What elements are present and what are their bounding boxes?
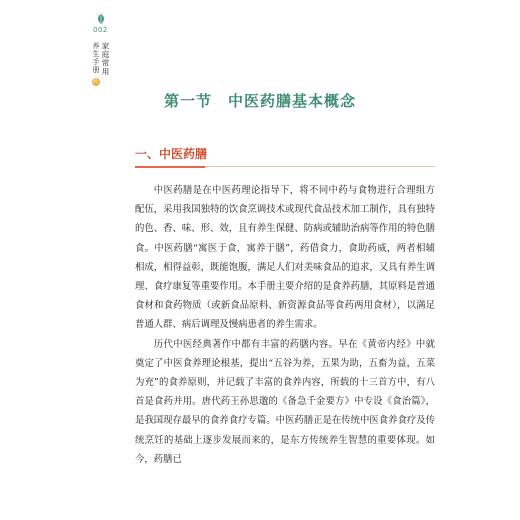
- section-title: 第一节 中医药膳基本概念: [163, 92, 356, 110]
- subsection-divider: [135, 166, 435, 167]
- book-title-col2: 养生手册: [92, 42, 100, 74]
- running-book-title: [92, 42, 110, 94]
- body-text: [135, 181, 435, 469]
- subsection-title: 一、中医药膳: [135, 147, 208, 161]
- book-title-col1: 家庭常用: [101, 42, 110, 76]
- paragraph: 中医药膳是在中医药理论指导下，将不同中药与食物进行合理组方配伍，采用我国独特的饮食烹调技术或现代食品技术加工制作，具有独特的色、香、味、形、效，且有养生保健、防病或辅助治病等作用的特色膳食。中医药膳“寓医于食，寓养于膳”，药借食力，食助药威，两者相辅相成，相得益彰，既能饱腹，满足人们对美味食品的追求，又具有养生调理、食疗康复等重要作用。本手册主要介绍的是食养药膳，其原料是普通食材和食药物质（或新食品原料、新资源食品等食药两用食材），以满足普通人群、病后调理及慢病患者的养生需求。: [135, 185, 436, 331]
- leaf-icon: [95, 13, 107, 25]
- page-number: 002: [93, 26, 108, 34]
- book-title-col2-wrap: [92, 42, 100, 94]
- paragraph: 历代中医经典著作中都有丰富的药膳内容。早在《黄帝内经》中就奠定了中医食养理论根基，提出“五谷为养，五果为助，五畜为益，五菜为充”的食养原则，并记载了丰富的食养内容，所载的十三首方中，有八首是食药并用。唐代药王孙思邈的《备急千金要方》中专设《食治篇》，是我国现存最早的食养食疗专篇。中医药膳正是在传统中医食养食疗及传统烹饪的基础上逐步发展而来的，是东方传统养生智慧的重要体现。如今，药膳已: [135, 338, 436, 465]
- book-title-badge: 药膳: [92, 79, 99, 94]
